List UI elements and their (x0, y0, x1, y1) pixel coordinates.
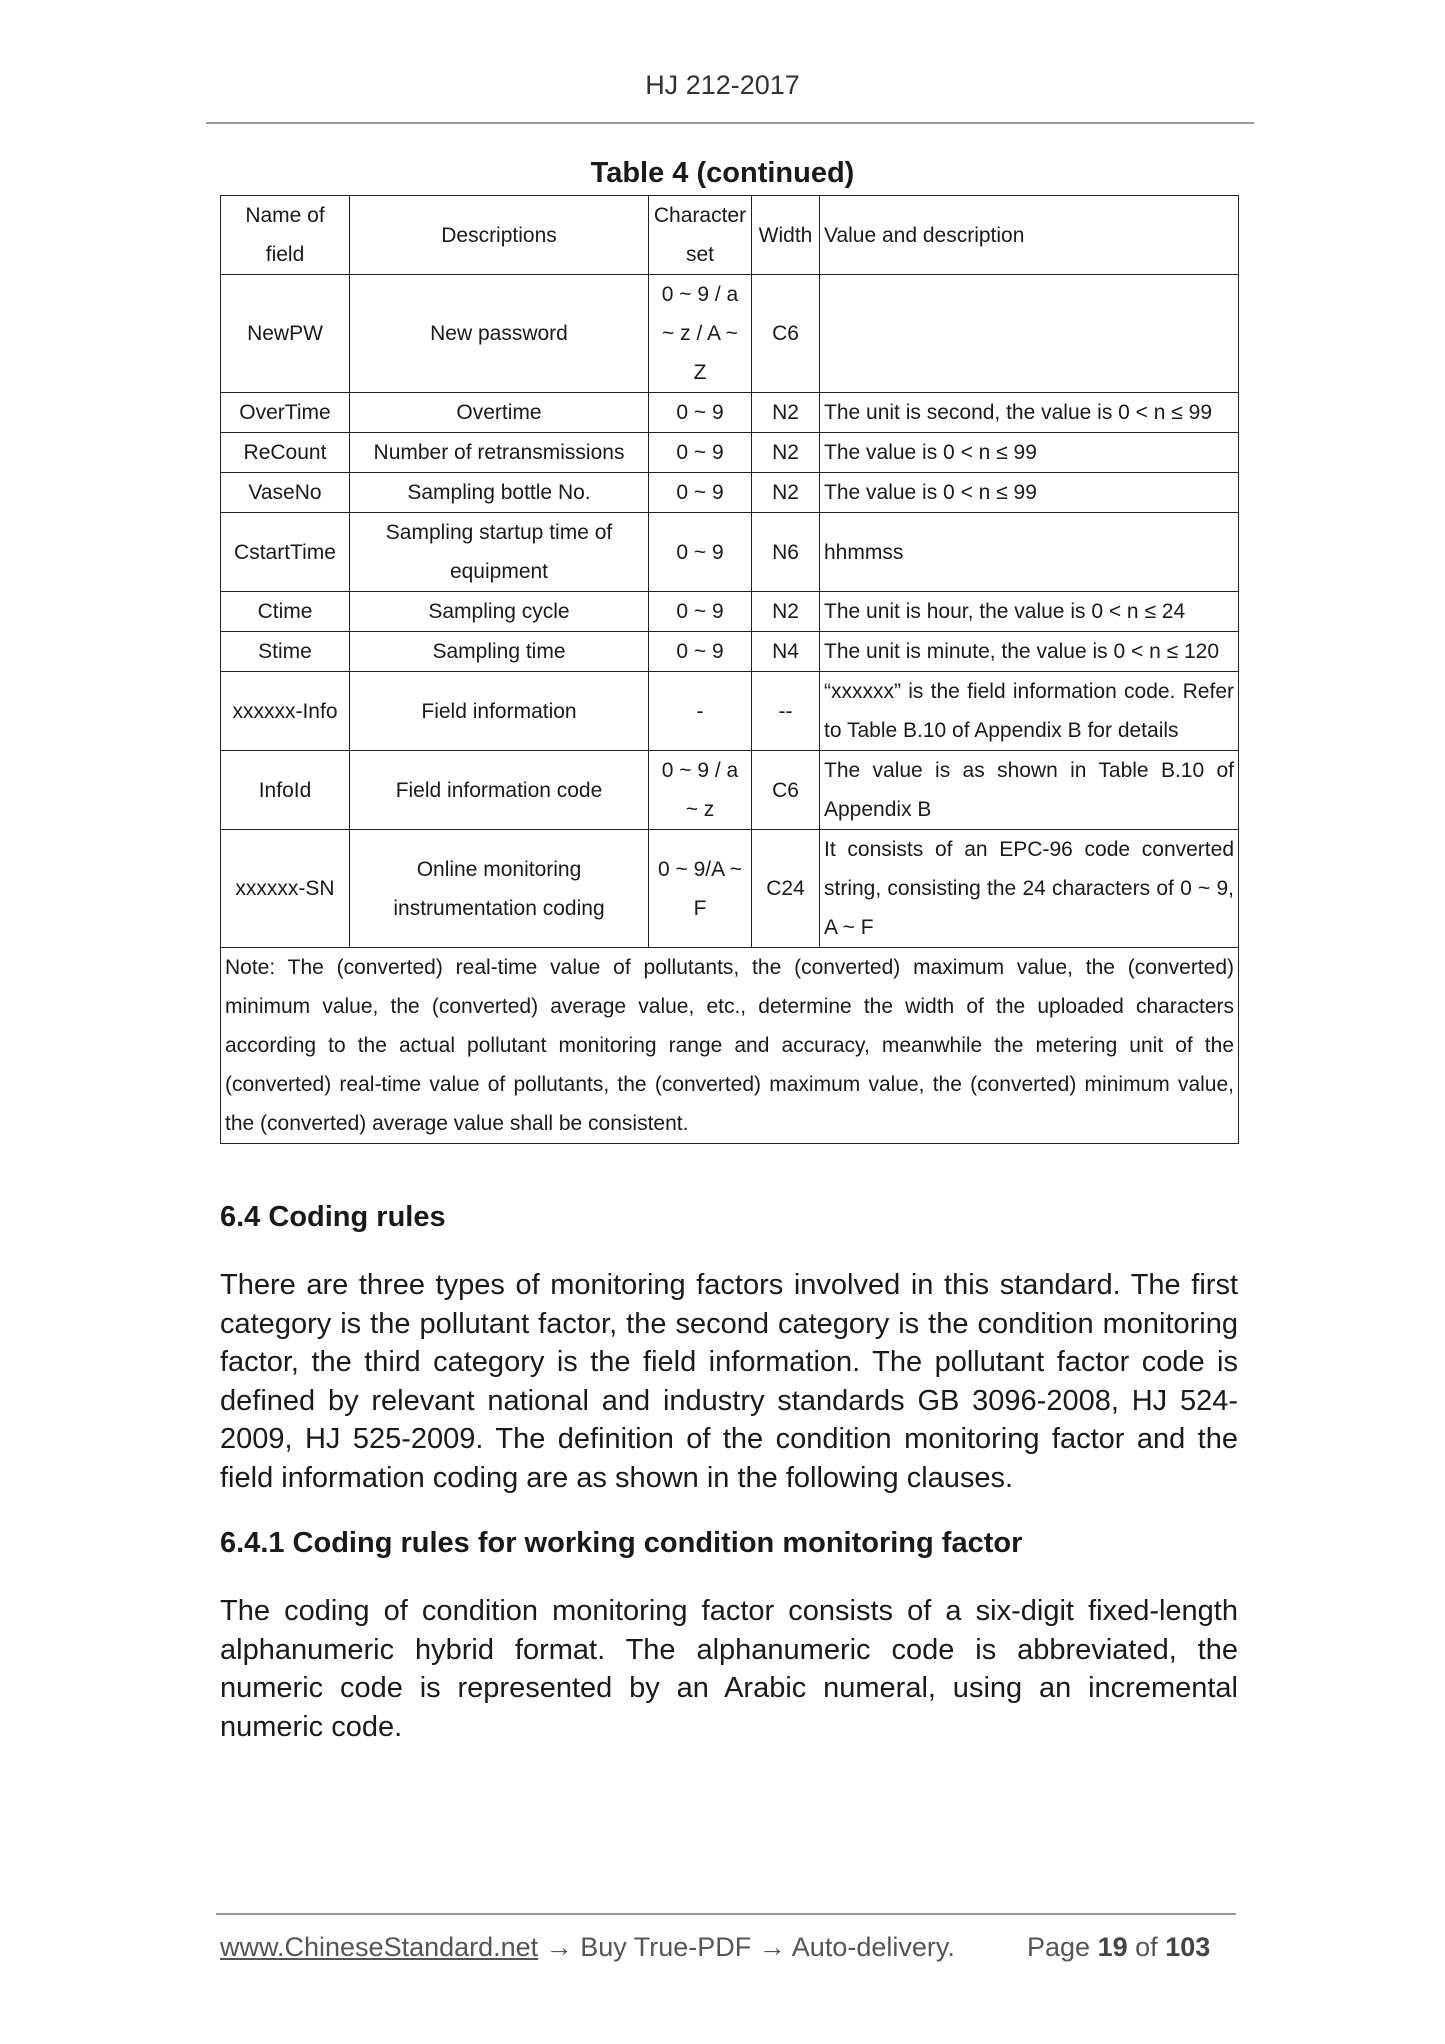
column-header-width: Width (752, 196, 820, 275)
field-value: hhmmss (820, 513, 1239, 592)
column-header-descriptions: Descriptions (350, 196, 649, 275)
field-width: N2 (752, 393, 820, 433)
page-current: 19 (1097, 1932, 1128, 1962)
field-description: Number of retransmissions (350, 433, 649, 473)
field-value: “xxxxxx” is the field information code. Refer to Table B.10 of Appendix B for details (820, 672, 1239, 751)
field-width: N6 (752, 513, 820, 592)
field-name: xxxxxx-SN (221, 830, 350, 948)
field-charset: 0 ~ 9 (649, 632, 752, 672)
table-note: Note: The (converted) real-time value of pollutants, the (converted) maximum value, the (converted) minimum value, the (converted) average value, etc., determine the width of the uploaded characters according to the actual pollutant monitoring range and accuracy, meanwhile the metering unit of the (converted) real-time value of pollutants, the (converted) maximum value, the (converted) minimum value, the (converted) average value shall be consistent. (221, 948, 1239, 1144)
arrow-right-icon: → (545, 1932, 573, 1962)
column-header-value: Value and description (820, 196, 1239, 275)
field-width: N2 (752, 473, 820, 513)
field-value: The unit is minute, the value is 0 < n ≤ 120 (820, 632, 1239, 672)
field-width: C6 (752, 751, 820, 830)
field-name: InfoId (221, 751, 350, 830)
delivery-text: Auto-delivery. (791, 1932, 955, 1962)
table-row (221, 513, 1239, 592)
table-note-row (221, 948, 1239, 1144)
section-heading-6-4: 6.4 Coding rules (220, 1201, 446, 1233)
section-body-6-4-1: The coding of condition monitoring factor consists of a six-digit fixed-length alphanumeric hybrid format. The alphanumeric code is abbreviated, the numeric code is represented by an Arabic numeral, using an incremental numeric code. (220, 1595, 1238, 1743)
field-name: VaseNo (221, 473, 350, 513)
field-value: The unit is second, the value is 0 < n ≤ 99 (820, 393, 1239, 433)
field-description: Sampling time (350, 632, 649, 672)
arrow-right-icon: → (758, 1932, 786, 1962)
field-name: ReCount (221, 433, 350, 473)
table-row (221, 473, 1239, 513)
field-charset: 0 ~ 9 (649, 433, 752, 473)
field-description: Sampling bottle No. (350, 473, 649, 513)
field-charset: 0 ~ 9 (649, 473, 752, 513)
field-charset: 0 ~ 9/A ~ F (649, 830, 752, 948)
field-name: NewPW (221, 275, 350, 393)
table-row (221, 632, 1239, 672)
field-description: Overtime (350, 393, 649, 433)
field-value: It consists of an EPC-96 code converted string, consisting the 24 characters of 0 ~ 9, A ~ F (820, 830, 1239, 948)
field-width: N2 (752, 592, 820, 632)
field-name: xxxxxx-Info (221, 672, 350, 751)
field-value: The value is 0 < n ≤ 99 (820, 473, 1239, 513)
table-header-row (221, 196, 1239, 275)
field-description: Field information (350, 672, 649, 751)
header-divider (206, 122, 1254, 124)
page-indicator (1027, 1932, 1210, 1963)
field-charset: 0 ~ 9 / a ~ z (649, 751, 752, 830)
field-charset: 0 ~ 9 (649, 393, 752, 433)
field-charset: - (649, 672, 752, 751)
field-value: The value is as shown in Table B.10 of Appendix B (820, 751, 1239, 830)
buy-pdf-text: Buy True-PDF (580, 1932, 752, 1962)
field-description: Sampling startup time of equipment (350, 513, 649, 592)
field-value (820, 275, 1239, 393)
field-value: The value is 0 < n ≤ 99 (820, 433, 1239, 473)
table-row (221, 433, 1239, 473)
document-id-header: HJ 212-2017 (645, 70, 800, 100)
section-heading-6-4-1: 6.4.1 Coding rules for working condition monitoring factor (220, 1527, 1023, 1559)
page-total: 103 (1165, 1932, 1211, 1962)
page-label: Page (1027, 1932, 1091, 1962)
page-of: of (1135, 1932, 1158, 1962)
table-row (221, 751, 1239, 830)
column-header-charset: Character set (649, 196, 752, 275)
table-row (221, 830, 1239, 948)
website-link[interactable]: www.ChineseStandard.net (220, 1932, 539, 1962)
field-description: Online monitoring instrumentation coding (350, 830, 649, 948)
section-body-6-4: There are three types of monitoring factors involved in this standard. The first category is the pollutant factor, the second category is the condition monitoring factor, the third category is the field information. The pollutant factor code is defined by relevant national and industry standards GB 3096-2008, HJ 524-2009, HJ 525-2009. The definition of the condition monitoring factor and the field information coding are as shown in the following clauses. (220, 1269, 1238, 1494)
field-width: C6 (752, 275, 820, 393)
field-width: C24 (752, 830, 820, 948)
table-title: Table 4 (continued) (590, 157, 855, 189)
footer-promo (220, 1932, 955, 1963)
field-name: OverTime (221, 393, 350, 433)
field-name: CstartTime (221, 513, 350, 592)
table-row (221, 275, 1239, 393)
table-row (221, 393, 1239, 433)
footer-divider (216, 1913, 1236, 1915)
table-row (221, 672, 1239, 751)
column-header-name: Name of field (221, 196, 350, 275)
field-name: Ctime (221, 592, 350, 632)
table-row (221, 592, 1239, 632)
field-description: Sampling cycle (350, 592, 649, 632)
field-width: -- (752, 672, 820, 751)
field-charset: 0 ~ 9 / a ~ z / A ~ Z (649, 275, 752, 393)
field-description: Field information code (350, 751, 649, 830)
field-value: The unit is hour, the value is 0 < n ≤ 24 (820, 592, 1239, 632)
field-definition-table (220, 195, 1239, 1144)
field-charset: 0 ~ 9 (649, 513, 752, 592)
field-description: New password (350, 275, 649, 393)
field-charset: 0 ~ 9 (649, 592, 752, 632)
field-name: Stime (221, 632, 350, 672)
field-width: N2 (752, 433, 820, 473)
field-width: N4 (752, 632, 820, 672)
